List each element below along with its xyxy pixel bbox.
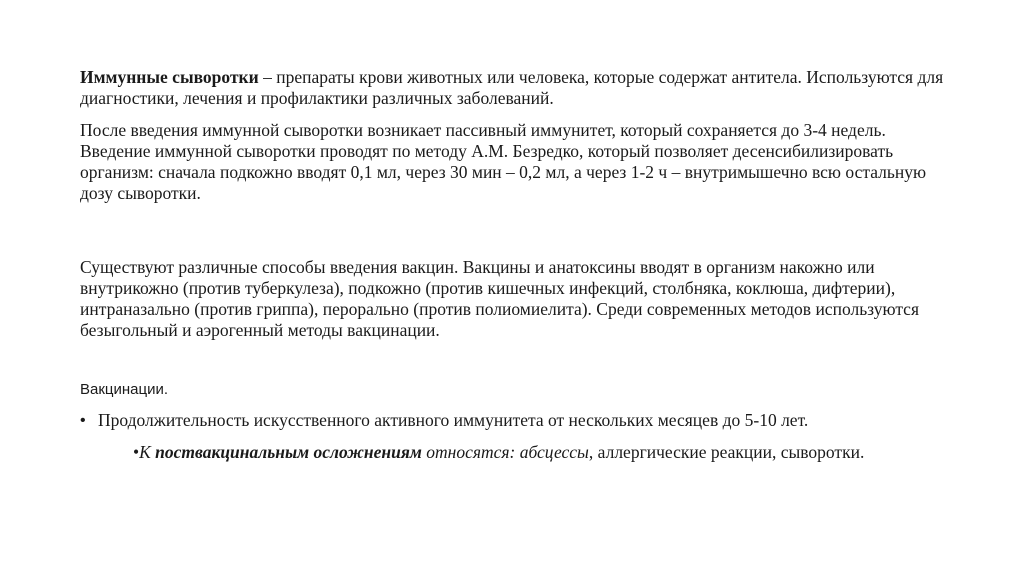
definition-text: – препараты крови животных или человека, которые содержат антитела. Используются для диагностики, лечения и профилактики различных заболеваний. <box>80 67 944 108</box>
sub-bullet-marker: • <box>133 442 140 462</box>
bullet-item <box>80 410 960 431</box>
sub-bullet-prefix: К <box>139 442 156 462</box>
sub-bullet-plain-text: , аллергические реакции, сыворотки. <box>588 442 865 462</box>
sub-bullet-item <box>133 442 973 463</box>
term-immune-sera: Иммунные сыворотки <box>80 67 259 87</box>
paragraph-vaccine-methods: Существуют различные способы введения вакцин. Вакцины и анатоксины вводят в организм накожно или внутрикожно (против туберкулеза), подкожно (против кишечных инфекций, столбняка, коклюша, дифтерии), интраназально (против гриппа), перорально (против полиомиелита). Среди современных методов используются безыгольный и аэрогенный методы вакцинации. <box>80 257 919 340</box>
paragraph-passive-immunity: После введения иммунной сыворотки возникает пассивный иммунитет, который сохраняется до 3-4 недель. Введение иммунной сыворотки проводят по методу А.М. Безредко, который позволяет десенсибилизировать организм: сначала подкожно вводят 0,1 мл, через 30 мин – 0,2 мл, а через 1-2 ч – внутримышечно всю остальную дозу сыворотки. <box>80 120 927 203</box>
paragraph-immune-sera <box>80 67 950 109</box>
sub-bullet-italic-text: относятся: абсцессы <box>421 442 589 462</box>
term-post-vaccination-complications: поствакцинальным осложнениям <box>155 442 422 462</box>
bullet-marker: • <box>80 412 86 429</box>
paragraph-vaccinations: Вакцинации. <box>80 381 169 398</box>
bullet-text: Продолжительность искусственного активного иммунитета от нескольких месяцев до 5-10 лет. <box>98 410 809 430</box>
